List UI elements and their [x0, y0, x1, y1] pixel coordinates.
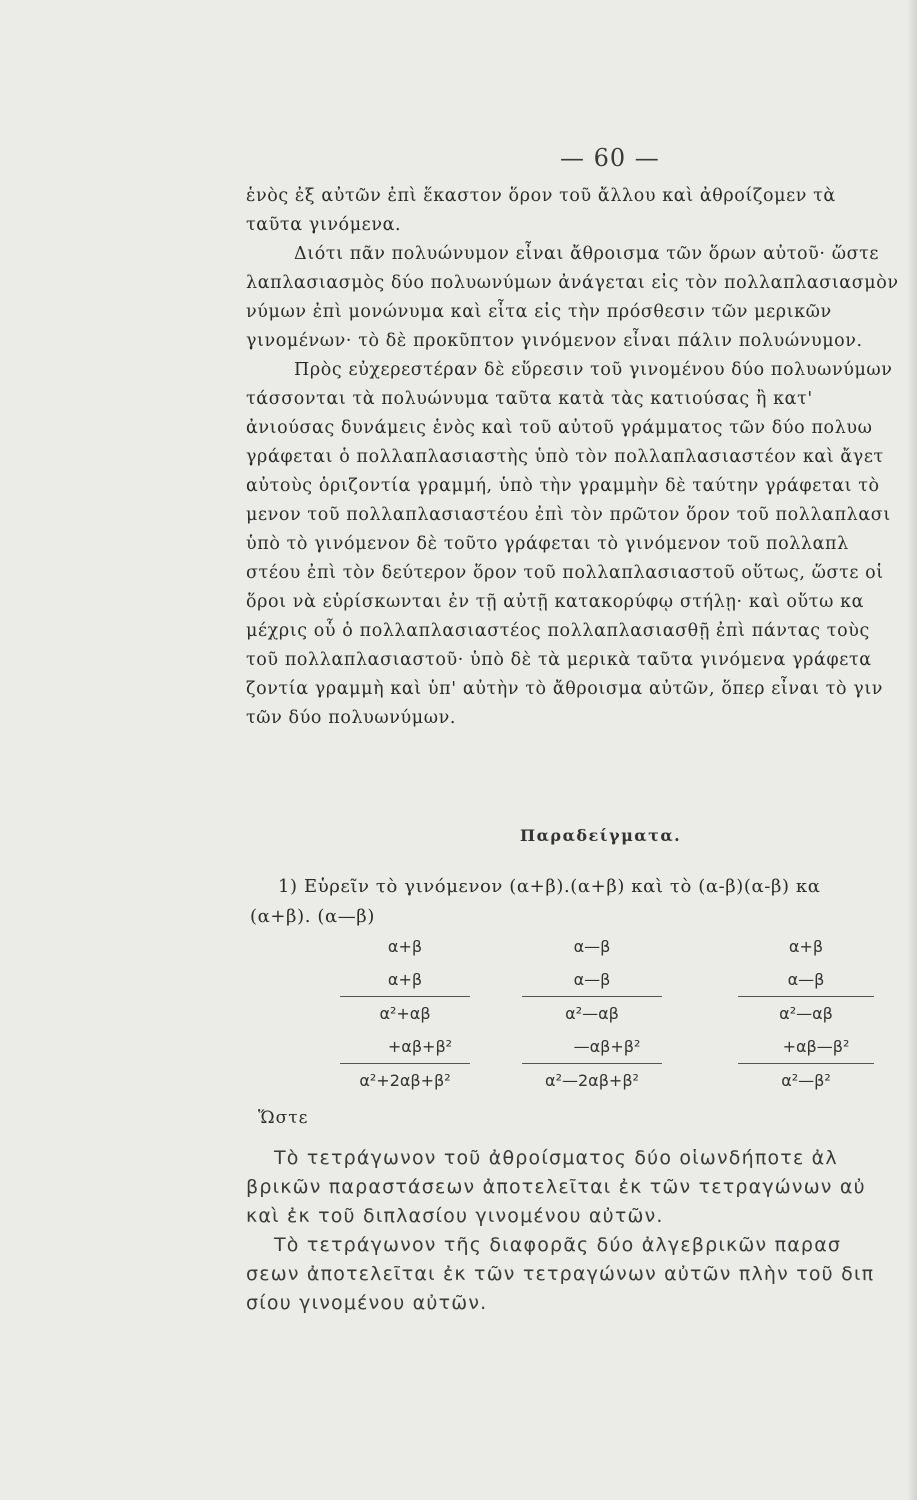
text-line: Πρὸς εὐχερεστέραν δὲ εὕρεσιν τοῦ γινομένου δύο πολυωνύμων — [294, 360, 893, 380]
text-line: μέχρις οὗ ὁ πολλαπλασιαστέος πολλαπλασιασθῇ ἐπὶ πάντας τοὺς — [246, 621, 870, 641]
text-line: σεων ἀποτελεῖται ἐκ τῶν τετραγώνων αὐτῶν πλὴν τοῦ διπ — [246, 1263, 875, 1285]
text-line: Τὸ τετράγωνον τῆς διαφορᾶς δύο ἀλγεβρικῶν παρασ — [274, 1234, 842, 1256]
multiplication-1 — [340, 930, 470, 1097]
text-line: γράφεται ὁ πολλαπλασιαστὴς ὑπὸ τὸν πολλαπλασιαστέον καὶ ἄγετ — [246, 447, 884, 467]
multiplicand: α+β — [387, 937, 423, 956]
examples-heading: Παραδείγματα. — [520, 826, 682, 845]
partial-product: —αβ+β² — [573, 1037, 641, 1056]
text-line: γινομένων· τὸ δὲ προκῦπτον γινόμενον εἶναι πάλιν πολυώνυμον. — [246, 331, 863, 351]
text-line: λαπλασιασμὸς δύο πολυωνύμων ἀνάγεται εἰς τὸν πολλαπλασιασμὸν — [246, 273, 899, 293]
text-line: Διότι πᾶν πολυώνυμον εἶναι ἄθροισμα τῶν ὅρων αὐτοῦ· ὥστε — [294, 244, 880, 264]
product-result: α²—2αβ+β² — [522, 1063, 662, 1097]
text-line: αὐτοὺς ὁριζοντία γραμμή, ὑπὸ τὴν γραμμὴν δὲ ταύτην γράφεται τὸ — [246, 476, 880, 496]
body-text — [246, 182, 906, 733]
text-line: νύμων ἐπὶ μονώνυμα καὶ εἶτα εἰς τὴν πρόσθεσιν τῶν μερικῶν — [246, 302, 832, 322]
multiplicand: α—β — [573, 937, 611, 956]
partial-product: α²—αβ — [522, 996, 662, 1030]
multiplier: α—β — [573, 970, 611, 989]
page-number: — 60 — — [560, 144, 660, 172]
multiplicand: α+β — [788, 937, 824, 956]
text-line: ὑπὸ τὸ γινόμενον δὲ τοῦτο γράφεται τὸ γινόμενον τοῦ πολλαπλ — [246, 534, 849, 554]
partial-product: α²+αβ — [340, 996, 470, 1030]
text-line: ἑνὸς ἐξ αὐτῶν ἐπὶ ἕκαστον ὅρον τοῦ ἄλλου καὶ ἀθροίζομεν τὰ — [246, 186, 836, 206]
text-line: ὅροι νὰ εὑρίσκωνται ἐν τῇ αὐτῇ κατακορύφῳ στήλῃ· καὶ οὕτω κα — [246, 592, 865, 612]
text-line: Τὸ τετράγωνον τοῦ ἀθροίσματος δύο οἱωνδήποτε ἀλ — [274, 1147, 838, 1169]
conclusion-text — [246, 1144, 917, 1318]
text-line: στέου ἐπὶ τὸν δεύτερον ὅρον τοῦ πολλαπλασιαστοῦ οὕτως, ὥστε οἱ — [246, 563, 884, 583]
text-line: βρικῶν παραστάσεων ἀποτελεῖται ἐκ τῶν τετραγώνων αὐ — [246, 1176, 866, 1198]
text-line: ἀνιούσας δυνάμεις ἑνὸς καὶ τοῦ αὐτοῦ γράμματος τῶν δύο πολυω — [246, 418, 873, 438]
text-line: τῶν δύο πολυωνύμων. — [246, 708, 456, 728]
text-line: ταῦτα γινόμενα. — [246, 215, 402, 235]
multiplication-2 — [522, 930, 662, 1097]
text-line: σίου γινομένου αὐτῶν. — [246, 1292, 488, 1314]
text-line: καὶ ἐκ τοῦ διπλασίου γινομένου αὐτῶν. — [246, 1205, 664, 1227]
partial-product: α²—αβ — [738, 996, 874, 1030]
multiplier: α—β — [787, 970, 825, 989]
example-statement-continued: (α+β). (α—β) — [250, 906, 375, 927]
partial-product: +αβ+β² — [387, 1037, 453, 1056]
example-statement: 1) Εὑρεῖν τὸ γινόμενον (α+β).(α+β) καὶ τὸ (α-β)(α-β) κα — [278, 876, 821, 897]
multiplier: α+β — [387, 970, 423, 989]
multiplication-3 — [738, 930, 874, 1097]
product-result: α²+2αβ+β² — [340, 1063, 470, 1097]
text-line: τοῦ πολλαπλασιαστοῦ· ὑπὸ δὲ τὰ μερικὰ ταῦτα γινόμενα γράφετα — [246, 650, 872, 670]
text-line: ζοντία γραμμὴ καὶ ὑπ' αὐτὴν τὸ ἄθροισμα αὐτῶν, ὅπερ εἶναι τὸ γιν — [246, 679, 884, 699]
hoste-word: Ὥστε — [258, 1108, 309, 1128]
product-result: α²—β² — [738, 1063, 874, 1097]
text-line: μενον τοῦ πολλαπλασιαστέου ἐπὶ τὸν πρῶτον ὅρον τοῦ πολλαπλασι — [246, 505, 891, 525]
partial-product: +αβ—β² — [782, 1037, 850, 1056]
text-line: τάσσονται τὰ πολυώνυμα ταῦτα κατὰ τὰς κατιούσας ἢ κατ' — [246, 389, 813, 409]
page-edge-shadow — [907, 0, 917, 1500]
